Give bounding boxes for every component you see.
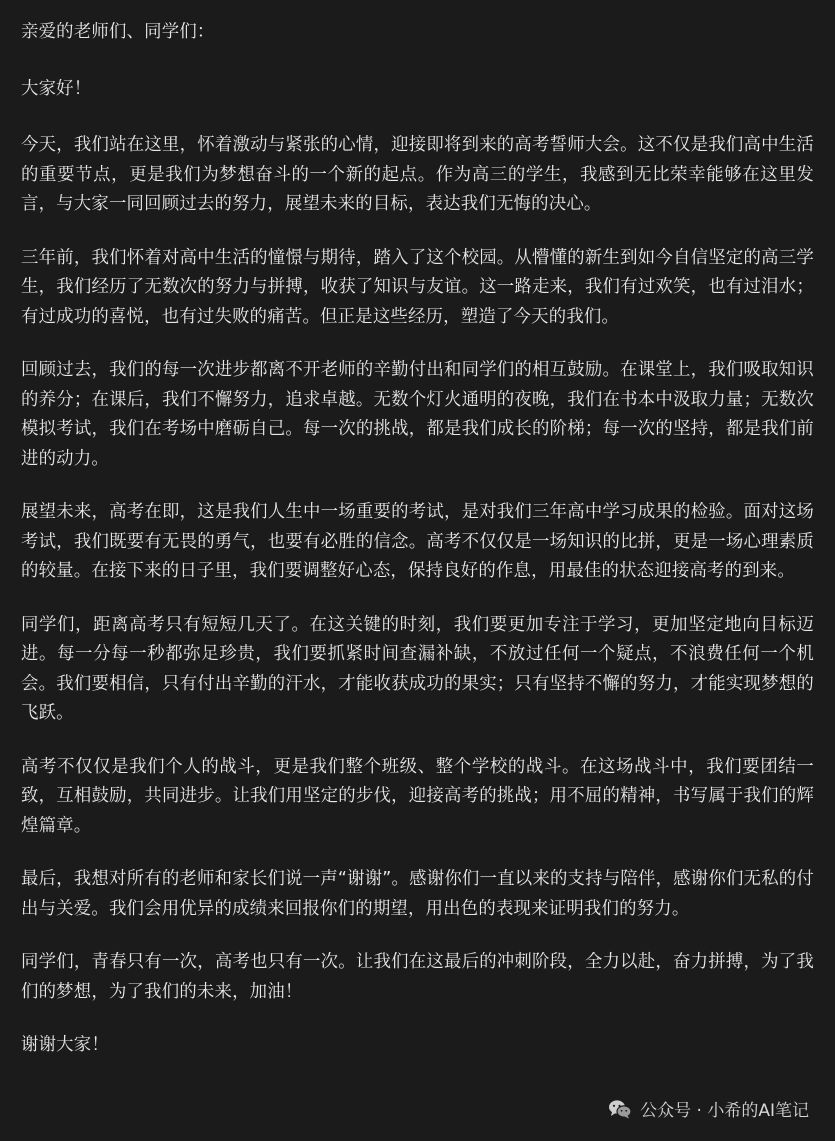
watermark-text: 公众号 · 小希的AI笔记 [640,1101,809,1121]
wechat-icon [608,1099,632,1119]
speech-document [21,18,814,1085]
watermark [608,1096,809,1121]
paragraph-opening: 今天，我们站在这里，怀着激动与紧张的心情，迎接即将到来的高考誓师大会。这不仅是我们高中生活的重要节点，更是我们为梦想奋斗的一个新的起点。作为高三的学生，我感到无比荣幸能够在这里发言，与大家一同回顾过去的努力，展望未来的目标，表达我们无悔的决心。 [21,135,814,214]
paragraph-looking-forward: 展望未来，高考在即，这是我们人生中一场重要的考试，是对我们三年高中学习成果的检验。面对这场考试，我们既要有无畏的勇气，也要有必胜的信念。高考不仅仅是一场知识的比拼，更是一场心理素质的较量。在接下来的日子里，我们要调整好心态，保持良好的作息，用最佳的状态迎接高考的到来。 [21,502,814,581]
paragraph-team-battle: 高考不仅仅是我们个人的战斗，更是我们整个班级、整个学校的战斗。在这场战斗中，我们要团结一致，互相鼓励，共同进步。让我们用坚定的步伐，迎接高考的挑战；用不屈的精神，书写属于我们的辉煌篇章。 [21,756,814,836]
salutation: 大家好！ [21,78,92,99]
sign-off: 谢谢大家！ [21,1035,109,1055]
paragraph-closing: 同学们，青春只有一次，高考也只有一次。让我们在这最后的冲刺阶段，全力以赴，奋力拼搏，为了我们的梦想，为了我们的未来，加油！ [21,952,814,1002]
paragraph-few-days-left: 同学们，距离高考只有短短几天了。在这关键的时刻，我们要更加专注于学习，更加坚定地向目标迈进。每一分每一秒都弥足珍贵，我们要抓紧时间查漏补缺，不放过任何一个疑点，不浪费任何一个机会。我们要相信，只有付出辛勤的汗水，才能收获成功的果实；只有坚持不懈的努力，才能实现梦想的飞跃。 [21,614,814,723]
paragraph-looking-back: 回顾过去，我们的每一次进步都离不开老师的辛勤付出和同学们的相互鼓励。在课堂上，我们吸取知识的养分；在课后，我们不懈努力，追求卓越。无数个灯火通明的夜晚，我们在书本中汲取力量；无数次模拟考试，我们在考场中磨砺自己。每一次的挑战，都是我们成长的阶梯；每一次的坚持，都是我们前进的动力。 [21,360,814,469]
paragraph-three-years-ago: 三年前，我们怀着对高中生活的憧憬与期待，踏入了这个校园。从懵懂的新生到如今自信坚定的高三学生，我们经历了无数次的努力与拼搏，收获了知识与友谊。这一路走来，我们有过欢笑，也有过泪水；有过成功的喜悦，也有过失败的痛苦。但正是这些经历，塑造了今天的我们。 [21,247,814,327]
paragraph-thanks: 最后，我想对所有的老师和家长们说一声“谢谢”。感谢你们一直以来的支持与陪伴，感谢你们无私的付出与关爱。我们会用优异的成绩来回报你们的期望，用出色的表现来证明我们的努力。 [21,869,814,919]
greeting: 亲爱的老师们、同学们： [21,22,215,42]
